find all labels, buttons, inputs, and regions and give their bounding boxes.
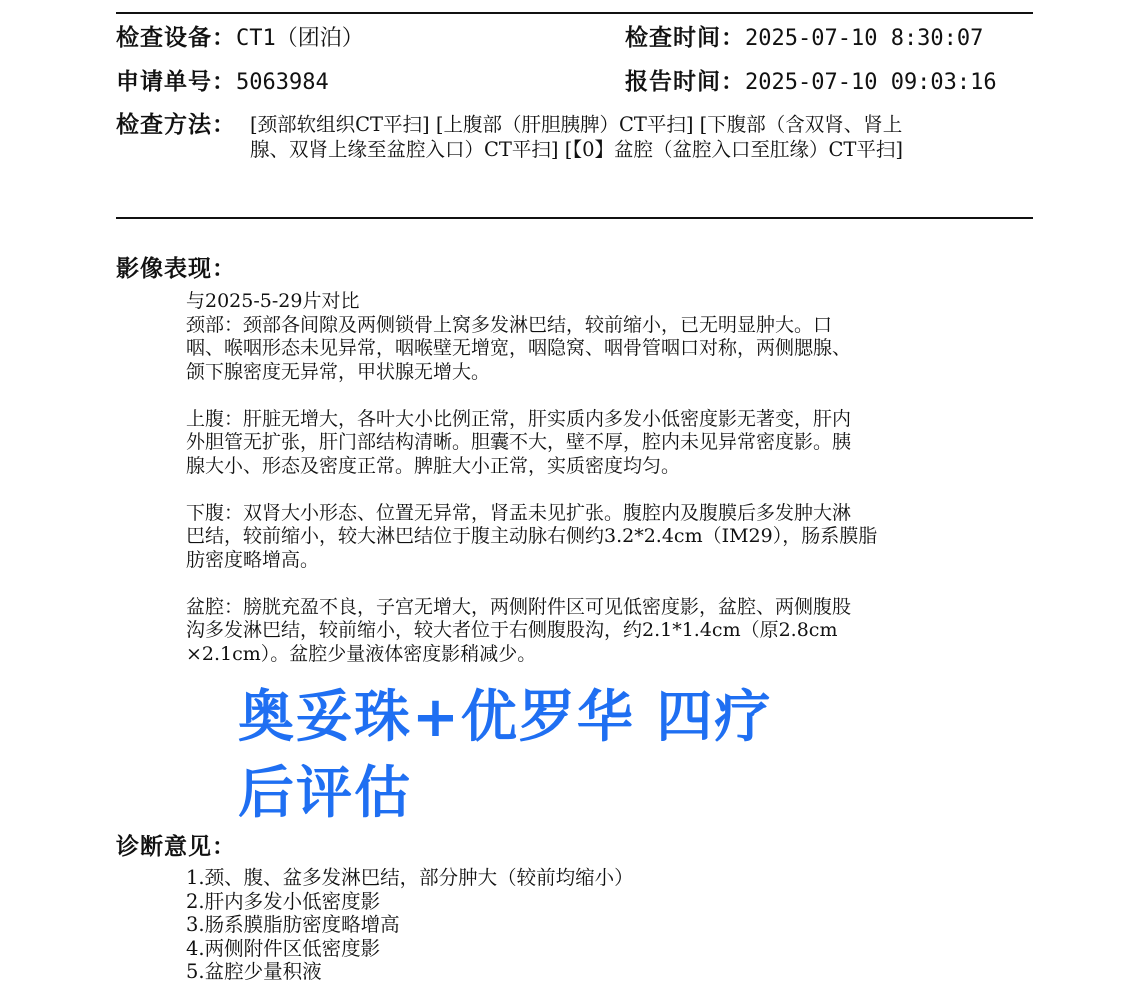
exam-device-label: 检查设备： [116,24,236,51]
report-time [625,67,997,98]
findings-comparison: 与2025-5-29片对比 [186,290,360,312]
findings-title: 影像表现： [116,255,236,282]
diagnosis-item: 2.肝内多发小低密度影 [186,889,381,913]
request-number [116,67,329,98]
exam-time-label: 检查时间： [625,24,745,51]
exam-device [116,23,364,54]
exam-time [625,23,983,54]
diagnosis-item: 5.盆腔少量积液 [186,960,322,983]
header-divider [116,217,1033,219]
exam-time-value: 2025-07-10 8:30:07 [745,26,984,51]
request-number-value: 5063984 [236,70,329,95]
diagnosis-title: 诊断意见： [116,833,236,860]
findings-lower-abdomen: 下腹：双肾大小形态、位置无异常，肾盂未见扩张。腹腔内及腹膜后多发肿大淋 巴结，较前缩小，较大淋巴结位于腹主动脉右侧约3.2*2.4cm（IM29），肠系膜脂 肪密度略增高。 [186,501,878,571]
findings-upper-abdomen: 上腹：肝脏无增大，各叶大小比例正常，肝实质内多发小低密度影无著变，肝内 外胆管无扩张，肝门部结构清晰。胆囊不大，壁不厚，腔内未见异常密度影。胰 腺大小、形态及密度正常。脾脏大小正常，实质密度均匀。 [186,407,852,477]
findings-body [186,290,1006,690]
findings-pelvis: 盆腔：膀胱充盈不良，子宫无增大，两侧附件区可见低密度影，盆腔、两侧腹股 沟多发淋巴结，较前缩小，较大者位于右侧腹股沟，约2.1*1.4cm（原2.8cm ×2.1cm）。盆腔少量液体密度影稍减少。 [186,595,852,665]
findings-neck: 颈部：颈部各间隙及两侧锁骨上窝多发淋巴结，较前缩小，已无明显肿大。口 咽、喉咽形态未见异常，咽喉壁无增宽，咽隐窝、咽骨管咽口对称，两侧腮腺、 颌下腺密度无异常，甲状腺无增大。 [186,313,852,383]
diagnosis-item: 4.两侧附件区低密度影 [186,936,381,960]
exam-method-value: [颈部软组织CT平扫] [上腹部（肝胆胰脾）CT平扫] [下腹部（含双肾、肾上 腺、双肾上缘至盆腔入口）CT平扫] [【0】盆腔（盆腔入口至肛缘）CT平扫] [250,113,904,161]
handwritten-annotation: 奥妥珠+优罗华 四疗 后评估 [238,685,773,826]
request-number-label: 申请单号： [116,68,236,95]
top-divider [116,12,1033,14]
diagnosis-list [186,866,634,984]
exam-method-label: 检查方法： [116,111,236,138]
diagnosis-item: 3.肠系膜脂肪密度略增高 [186,913,400,936]
report-time-value: 2025-07-10 09:03:16 [745,70,997,95]
exam-device-value: CT1（团泊） [236,26,364,51]
diagnosis-item: 1.颈、腹、盆多发淋巴结，部分肿大（较前均缩小） [186,866,634,889]
report-time-label: 报告时间： [625,68,745,95]
